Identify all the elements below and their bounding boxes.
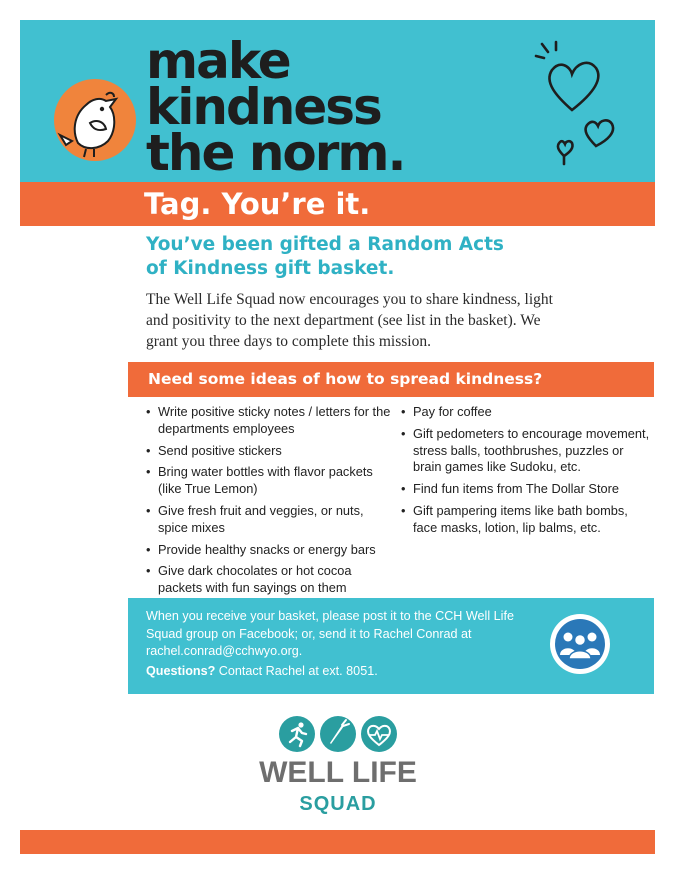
list-item: • Gift pedometers to encourage movement, stress balls, toothbrushes, puzzles or brain games like Sudoku, etc. bbox=[401, 426, 651, 476]
hearts-icon bbox=[530, 38, 640, 168]
list-item: • Give dark chocolates or hot cocoa packets with fun sayings on them bbox=[146, 563, 396, 597]
well-life-title: WELL LIFE bbox=[259, 756, 417, 789]
bird-icon bbox=[50, 75, 140, 165]
intro-paragraph: The Well Life Squad now encourages you to share kindness, light and positivity to the next department (see list in the basket). We grant you three days to complete this mission. bbox=[146, 291, 553, 350]
questions-line bbox=[146, 663, 536, 681]
list-item: • Write positive sticky notes / letters for the departments employees bbox=[146, 404, 396, 438]
list-item: • Send positive stickers bbox=[146, 443, 396, 460]
list-item: • Provide healthy snacks or energy bars bbox=[146, 542, 396, 559]
ideas-title: Need some ideas of how to spread kindness? bbox=[148, 370, 543, 388]
hero-title-line3: the norm. bbox=[146, 124, 405, 182]
group-icon bbox=[549, 613, 611, 675]
list-item: • Find fun items from The Dollar Store bbox=[401, 481, 651, 498]
tag-title: Tag. You’re it. bbox=[144, 187, 371, 221]
well-life-icons bbox=[278, 714, 398, 754]
list-item: • Give fresh fruit and veggies, or nuts, spice mixes bbox=[146, 503, 396, 537]
runner-icon bbox=[279, 716, 315, 752]
squad-subtitle: SQUAD bbox=[299, 793, 377, 815]
ideas-list-left bbox=[146, 404, 396, 602]
list-item: • Bring water bottles with flavor packets (like True Lemon) bbox=[146, 464, 396, 498]
list-item: • Pay for coffee bbox=[401, 404, 651, 421]
bottom-band bbox=[20, 830, 655, 854]
questions-label: Questions? bbox=[146, 664, 216, 678]
contact-text: When you receive your basket, please post it to the CCH Well Life Squad group on Facebook; or, send it to Rachel Conrad at rachel.conrad@cchwyo.org. bbox=[146, 609, 514, 658]
questions-text: Contact Rachel at ext. 8051. bbox=[215, 664, 378, 678]
gift-heading-line2: of Kindness gift basket. bbox=[146, 258, 395, 279]
ideas-list-right bbox=[401, 404, 651, 542]
carrot-icon bbox=[320, 716, 356, 752]
hero-title-line2: kindness bbox=[146, 78, 381, 136]
gift-heading-line1: You’ve been gifted a Random Acts bbox=[146, 234, 504, 255]
hero-title-line1: make bbox=[146, 32, 290, 90]
gift-heading bbox=[146, 233, 566, 281]
list-item: • Gift pampering items like bath bombs, face masks, lotion, lip balms, etc. bbox=[401, 503, 651, 537]
heart-pulse-icon bbox=[361, 716, 397, 752]
